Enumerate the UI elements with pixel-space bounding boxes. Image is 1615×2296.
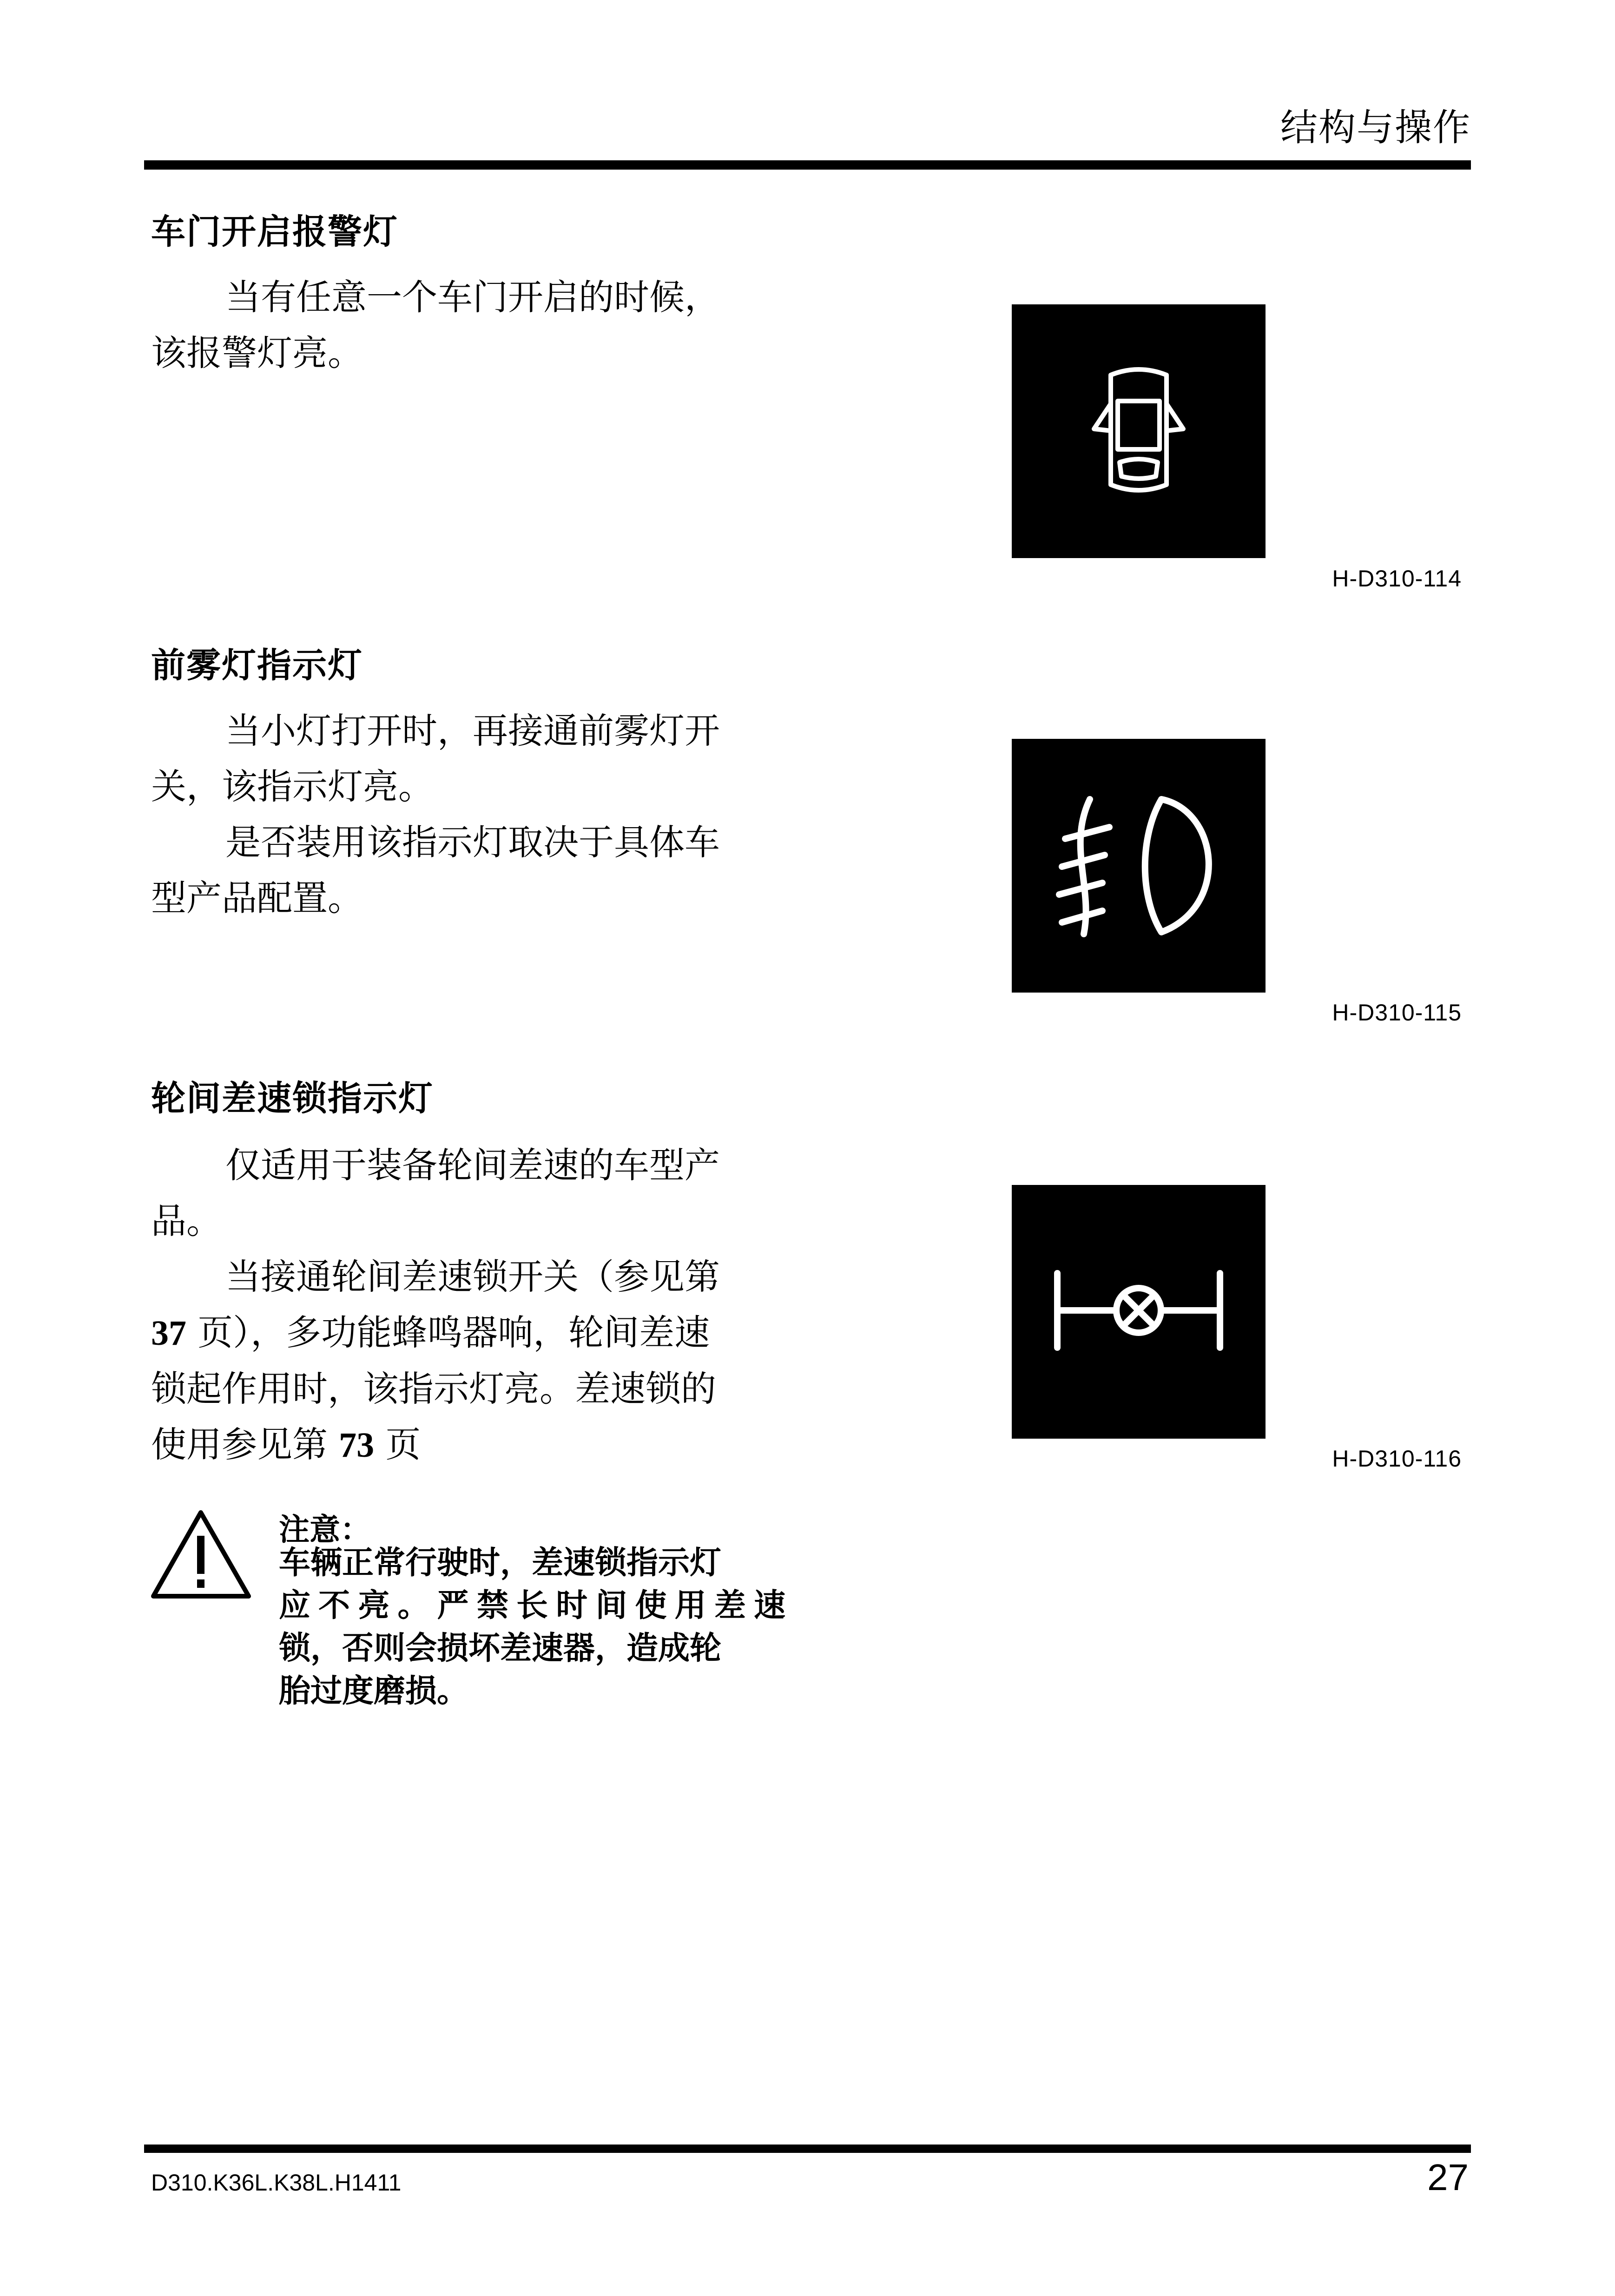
- door-open-icon: [1012, 304, 1266, 558]
- body-line: 当接通轮间差速锁开关（参见第: [225, 1256, 720, 1297]
- figure-caption: H-D310-116: [1332, 1446, 1462, 1472]
- figure-caption: H-D310-115: [1332, 1000, 1462, 1026]
- section-body: [151, 1138, 783, 1473]
- page-reference: 37: [151, 1314, 186, 1353]
- document-code: D310.K36L.K38L.H1411: [151, 2170, 402, 2196]
- body-line: 关，该指示灯亮。: [151, 766, 434, 807]
- body-line: 型产品配置。: [151, 877, 363, 919]
- body-line: 当小灯打开时，再接通前雾灯开: [225, 710, 720, 751]
- body-line: 页: [374, 1424, 421, 1465]
- header-rule: [144, 160, 1471, 170]
- body-line: 仅适用于装备轮间差速的车型产: [225, 1145, 720, 1186]
- body-line: 该报警灯亮。: [151, 332, 363, 374]
- differential-lock-icon: [1012, 1185, 1266, 1439]
- section-body: [151, 703, 783, 926]
- footer-rule: [144, 2145, 1471, 2153]
- body-line: 锁起作用时，该指示灯亮。差速锁的: [151, 1368, 716, 1409]
- warning-line: 胎过度磨损。: [279, 1673, 469, 1710]
- body-line: 使用参见第: [151, 1424, 339, 1465]
- warning-title: 注意：: [279, 1512, 371, 1547]
- page-reference: 73: [339, 1426, 375, 1465]
- body-line: 页），多功能蜂鸣器响，轮间差速: [186, 1312, 710, 1353]
- warning-triangle-icon: [149, 1508, 253, 1601]
- warning-text: [279, 1542, 785, 1713]
- figure-caption: H-D310-114: [1332, 566, 1462, 592]
- section-title: 车门开启报警灯: [151, 212, 398, 252]
- front-fog-light-icon: [1012, 739, 1266, 993]
- section-body: [151, 270, 783, 381]
- warning-line: 车辆正常行驶时，差速锁指示灯: [279, 1545, 722, 1581]
- body-line: 当有任意一个车门开启的时候，: [225, 276, 720, 318]
- section-title: 轮间差速锁指示灯: [151, 1079, 434, 1118]
- warning-line: 锁，否则会损坏差速器，造成轮: [279, 1630, 722, 1667]
- page-header-title: 结构与操作: [1280, 106, 1471, 149]
- warning-line: 应不亮。严禁长时间使用差速: [279, 1587, 785, 1624]
- page-number: 27: [1427, 2157, 1469, 2198]
- body-line: 是否装用该指示灯取决于具体车: [225, 822, 720, 863]
- section-title: 前雾灯指示灯: [151, 645, 363, 685]
- body-line: 品。: [151, 1200, 222, 1242]
